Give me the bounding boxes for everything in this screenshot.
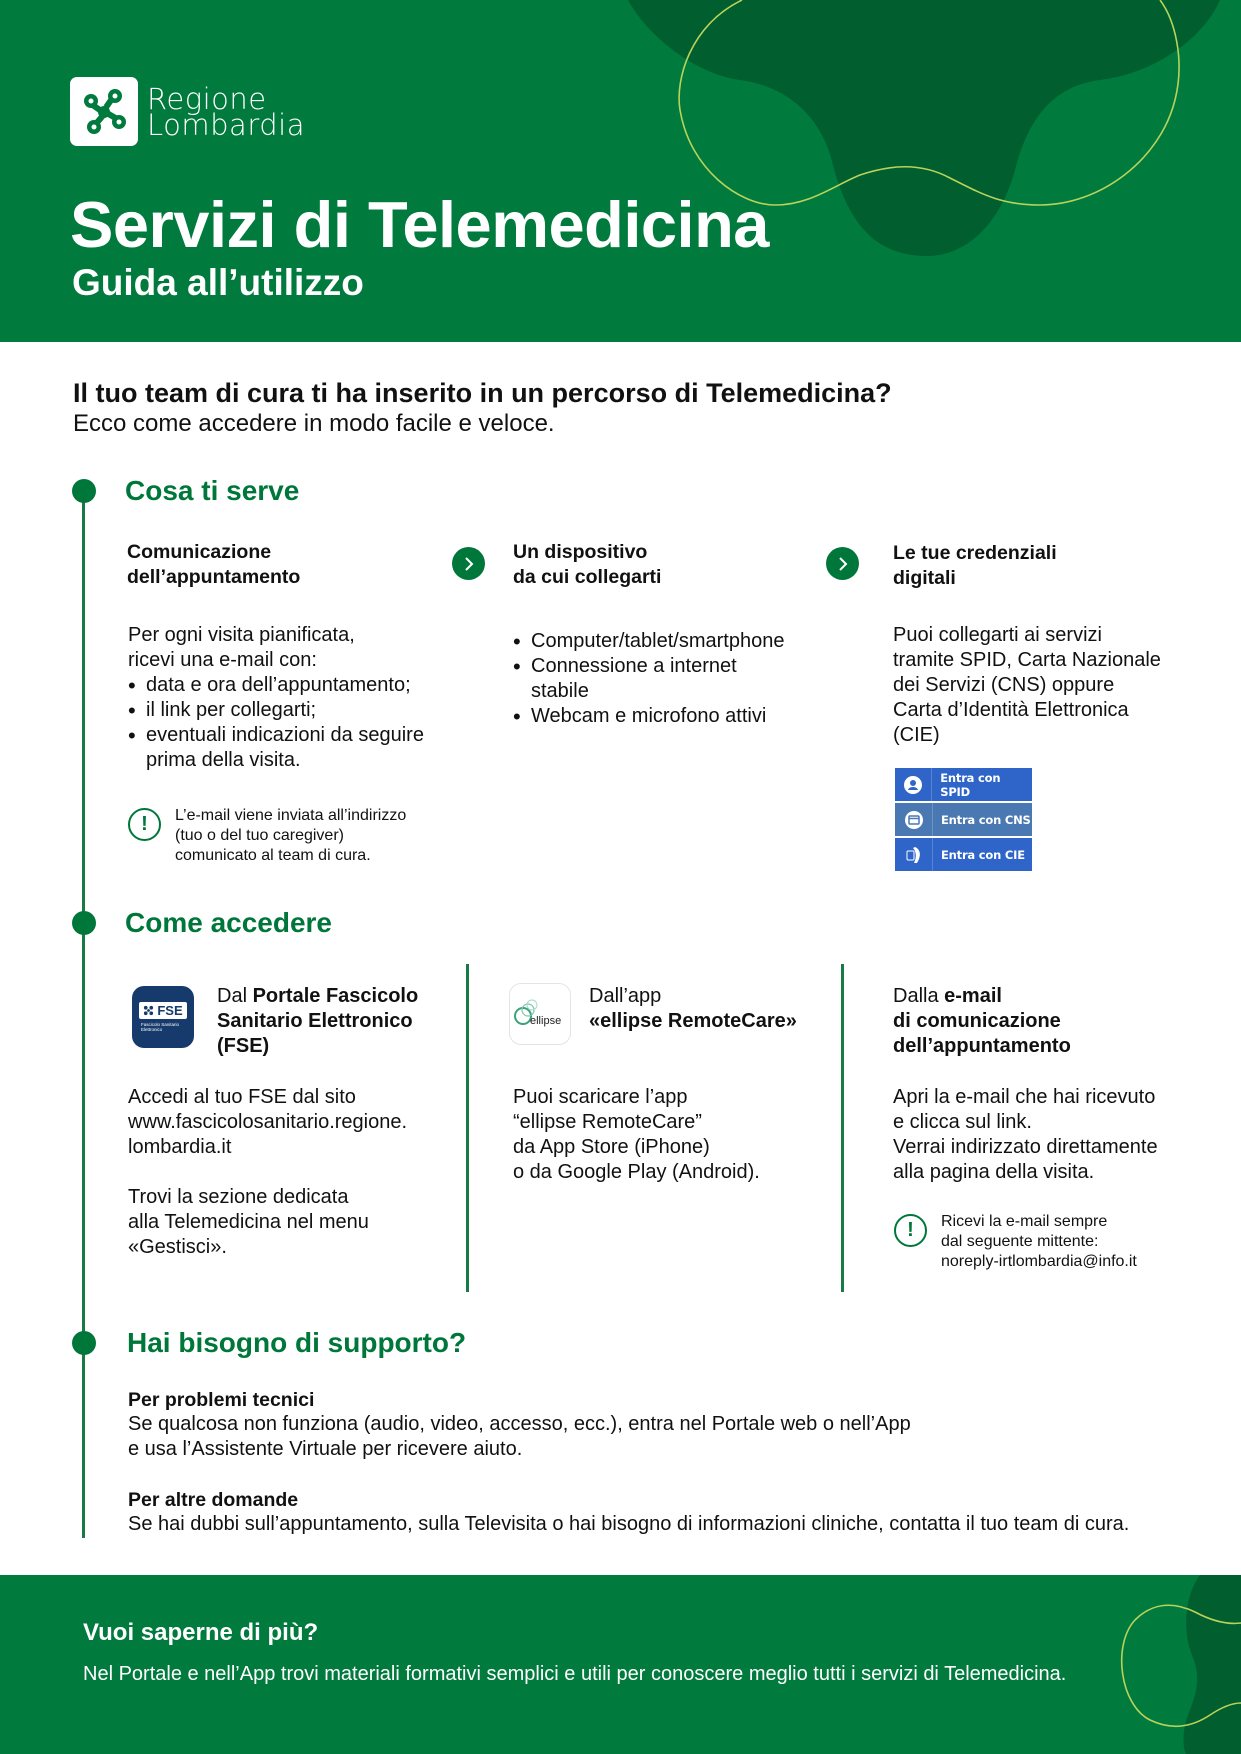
- fse-caption: Fascicolo Sanitario Elettronico: [141, 1022, 180, 1032]
- heading-bold: di comunicazione: [893, 1010, 1061, 1032]
- fse-url-link[interactable]: www.fascicolosanitario.regione.: [128, 1111, 408, 1133]
- fse-badge-text: FSE: [157, 1003, 183, 1018]
- heading-prefix: Dal: [217, 985, 253, 1007]
- access-col3-note: [894, 1212, 1137, 1272]
- login-buttons: [895, 768, 1032, 873]
- logo-line-2: Lombardia: [147, 107, 305, 142]
- heading-bold: (FSE): [217, 1035, 270, 1057]
- access-col3-heading: [893, 984, 1071, 1059]
- body-line: Puoi scaricare l’app: [513, 1086, 688, 1108]
- spid-login-button[interactable]: [895, 768, 1032, 801]
- heading-prefix: Dalla: [893, 985, 945, 1007]
- body-line: Per ogni visita pianificata,: [128, 624, 355, 646]
- heading-line: Le tue credenziali: [893, 542, 1057, 564]
- list-item: • Connessione a internet stabile: [513, 654, 763, 704]
- intro-answer: Ecco come accedere in modo facile e veloce.: [73, 410, 555, 437]
- support-technical-text: [128, 1412, 911, 1462]
- header-banner: [0, 0, 1241, 342]
- needs-col1-body: [128, 623, 458, 773]
- body-line: e clicca sul link.: [893, 1111, 1032, 1133]
- heading-bold: Portale Fascicolo: [252, 985, 419, 1007]
- needs-col1-bullets: [128, 673, 458, 773]
- needs-col1-heading: [127, 540, 300, 590]
- cie-id-icon: [895, 838, 933, 871]
- page-title: Servizi di Telemedicina: [70, 188, 769, 261]
- body-line: o da Google Play (Android).: [513, 1161, 760, 1183]
- logo-line-1: Regione: [147, 81, 267, 116]
- body-line: Apri la e-mail che hai ricevuto: [893, 1086, 1156, 1108]
- cie-login-button[interactable]: [895, 838, 1032, 871]
- chevron-right-icon: [826, 547, 859, 580]
- column-divider: [466, 964, 469, 1292]
- heading-bold: Sanitario Elettronico: [217, 1010, 413, 1032]
- fse-app-icon: [132, 986, 194, 1048]
- body-line: Se hai dubbi sull’appuntamento, sulla Televisita o hai bisogno di informazioni cliniche, contatta il tuo team di cura.: [128, 1513, 1130, 1535]
- heading-prefix: Dall’app: [589, 985, 662, 1007]
- body-line: (CIE): [893, 724, 940, 746]
- note-line: L’e-mail viene inviata all’indirizzo: [175, 807, 407, 824]
- heading-line: digitali: [893, 567, 956, 589]
- list-item: • Webcam e microfono attivi: [513, 704, 813, 729]
- body-line: da App Store (iPhone): [513, 1136, 710, 1158]
- regione-lombardia-logo: [70, 77, 305, 146]
- cns-login-button[interactable]: [895, 803, 1032, 836]
- cns-card-icon: [895, 803, 933, 836]
- footer-dark-blob: [1183, 1575, 1241, 1754]
- timeline-dot-access: [72, 911, 96, 935]
- section-title-support: Hai bisogno di supporto?: [127, 1327, 467, 1358]
- list-item: • eventuali indicazioni da seguire prima della visita.: [128, 723, 448, 773]
- footer-banner: [0, 1575, 1241, 1754]
- heading-line: Comunicazione: [127, 541, 272, 563]
- ellipse-label: ellipse: [530, 1015, 562, 1027]
- cie-label: Entra con CIE: [941, 847, 1025, 862]
- intro-question: Il tuo team di cura ti ha inserito in un percorso di Telemedicina?: [73, 378, 892, 408]
- access-col3-body: [893, 1085, 1213, 1185]
- exclamation-icon: !: [894, 1214, 927, 1247]
- lombardia-rose-icon: [70, 77, 138, 146]
- needs-col3-body: [893, 623, 1193, 748]
- access-col1-heading: [217, 984, 447, 1059]
- timeline-line: [82, 490, 85, 1538]
- sender-email: noreply-irtlombardia@info.it: [941, 1253, 1137, 1270]
- note-line: Ricevi la e-mail sempre: [941, 1213, 1108, 1230]
- body-line: tramite SPID, Carta Nazionale: [893, 649, 1161, 671]
- needs-col2-heading: [513, 540, 661, 590]
- body-line: «Gestisci».: [128, 1236, 227, 1258]
- heading-bold: «ellipse RemoteCare»: [589, 1010, 797, 1032]
- body-line: “ellipse RemoteCare”: [513, 1111, 702, 1133]
- heading-line: dell’appuntamento: [127, 566, 301, 588]
- spid-label: Entra con SPID: [940, 770, 1001, 799]
- access-col2-body: [513, 1085, 813, 1185]
- body-line: ricevi una e-mail con:: [128, 649, 317, 671]
- access-col1-body: [128, 1085, 428, 1260]
- body-line: dei Servizi (CNS) oppure: [893, 674, 1115, 696]
- body-line: alla Telemedicina nel menu: [128, 1211, 369, 1233]
- body-line: Verrai indirizzato direttamente: [893, 1136, 1158, 1158]
- body-line: Puoi collegarti ai servizi: [893, 624, 1102, 646]
- cns-label: Entra con CNS: [941, 812, 1031, 827]
- note-text: [941, 1212, 1137, 1272]
- list-item: • il link per collegarti;: [128, 698, 458, 723]
- note-line: (tuo o del tuo caregiver): [175, 827, 344, 844]
- heading-line: Un dispositivo: [513, 541, 648, 563]
- note-line: comunicato al team di cura.: [175, 847, 371, 864]
- needs-col2-bullets: [513, 629, 813, 729]
- heading-bold: e-mail: [944, 985, 1002, 1007]
- body-line: Carta d’Identità Elettronica: [893, 699, 1129, 721]
- fse-badge: [139, 1002, 186, 1019]
- page-subtitle: Guida all’utilizzo: [72, 262, 364, 303]
- needs-col2-body: [513, 629, 813, 729]
- needs-col3-heading: [893, 541, 1057, 591]
- exclamation-icon: !: [128, 808, 161, 841]
- chevron-right-icon: [452, 547, 485, 580]
- body-line: e usa l’Assistente Virtuale per ricevere aiuto.: [128, 1438, 523, 1460]
- ellipse-app-icon: [509, 983, 571, 1045]
- note-text: [175, 806, 406, 866]
- section-title-access: Come accedere: [125, 907, 333, 938]
- heading-line: da cui collegarti: [513, 566, 662, 588]
- section-title-needs: Cosa ti serve: [125, 475, 300, 506]
- list-item: • data e ora dell’appuntamento;: [128, 673, 458, 698]
- body-line: alla pagina della visita.: [893, 1161, 1095, 1183]
- footer-text: Nel Portale e nell’App trovi materiali formativi semplici e utili per conoscere meglio tutti i servizi di Telemedicina.: [83, 1663, 1067, 1685]
- timeline-dot-needs: [72, 479, 96, 503]
- body-line: Accedi al tuo FSE dal sito: [128, 1086, 356, 1108]
- needs-col1-note: [128, 806, 406, 866]
- timeline-dot-support: [72, 1331, 96, 1355]
- spid-user-icon: [895, 768, 932, 801]
- logo-wordmark: [147, 81, 305, 142]
- support-other-text: [128, 1512, 1129, 1537]
- column-divider: [841, 964, 844, 1292]
- support-other-heading: Per altre domande: [128, 1489, 299, 1511]
- body-line: Se qualcosa non funziona (audio, video, accesso, ecc.), entra nel Portale web o nell’App: [128, 1413, 911, 1435]
- list-item: • Computer/tablet/smartphone: [513, 629, 813, 654]
- support-technical-heading: Per problemi tecnici: [128, 1389, 315, 1411]
- note-line: dal seguente mittente:: [941, 1233, 1099, 1250]
- heading-bold: dell’appuntamento: [893, 1035, 1071, 1057]
- access-col2-heading: [589, 984, 797, 1034]
- body-line: Trovi la sezione dedicata: [128, 1186, 349, 1208]
- fse-url-link[interactable]: lombardia.it: [128, 1136, 232, 1158]
- footer-title: Vuoi saperne di più?: [83, 1619, 319, 1646]
